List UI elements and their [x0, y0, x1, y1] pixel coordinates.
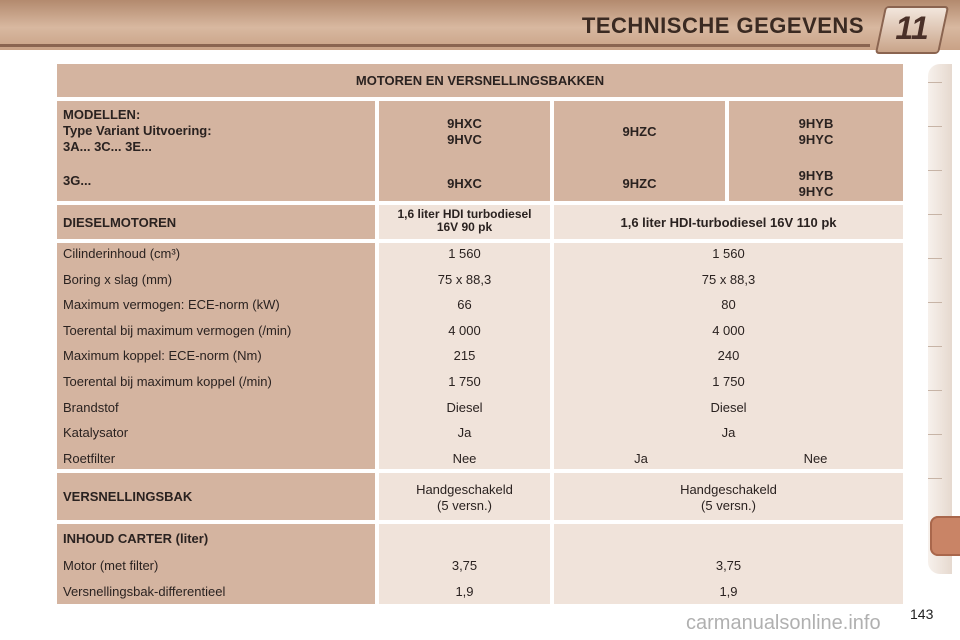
oil-row-label: Motor (met filter): [63, 558, 159, 573]
chapter-tab-divider: [928, 170, 942, 171]
versions-a-label: 3A... 3C... 3E...: [63, 139, 152, 154]
spec-value-engine-2: Ja: [721, 425, 736, 440]
oil-value-engine-1: 1,9: [455, 584, 474, 599]
type-variant-label: Type Variant Uitvoering:: [63, 123, 212, 138]
oil-value-engine-1: 3,75: [451, 558, 478, 573]
chapter-tab-divider: [928, 346, 942, 347]
gearbox-type: Handgeschakeld: [680, 482, 777, 497]
model-column-1: [379, 101, 550, 201]
chapter-tab-active[interactable]: [930, 516, 960, 556]
spec-label: Maximum vermogen: ECE-norm (kW): [63, 297, 280, 312]
spec-value-engine-1: 4 000: [448, 323, 481, 338]
spec-value-engine-2: Diesel: [710, 400, 747, 415]
spec-label: Roetfilter: [63, 451, 116, 466]
spec-value-engine-1: 1 560: [448, 246, 481, 261]
chapter-tab-rail: [928, 64, 952, 574]
model-code: 9HYB: [798, 116, 834, 131]
model-code: 9HYB: [798, 168, 834, 183]
chapter-tab-divider: [928, 478, 942, 479]
model-code: 9HZC: [622, 176, 657, 191]
model-code: 9HVC: [447, 132, 482, 147]
spec-value-engine-1: Diesel: [446, 400, 483, 415]
chapter-tab-divider: [928, 258, 942, 259]
engine-1-header: [379, 205, 550, 239]
chapter-tab-divider: [928, 126, 942, 127]
oil-row-label: Versnellingsbak-differentieel: [63, 584, 226, 599]
spec-label: Toerental bij maximum koppel (/min): [63, 374, 272, 389]
spec-value-engine-2b: Nee: [803, 451, 828, 466]
spec-label: Toerental bij maximum vermogen (/min): [63, 323, 292, 338]
spec-label: Katalysator: [63, 425, 129, 440]
gearbox-engine-1: [379, 473, 550, 520]
spec-value-engine-1: Nee: [452, 451, 477, 466]
spec-label: Boring x slag (mm): [63, 272, 173, 287]
model-code: 9HXC: [447, 176, 482, 191]
table-caption: MOTOREN EN VERSNELLINGSBAKKEN: [57, 64, 903, 97]
spec-value-engine-1: 66: [457, 297, 472, 312]
spec-value-engine-2: 240: [717, 348, 740, 363]
chapter-tab-divider: [928, 302, 942, 303]
spec-value-engine-2: 1 560: [712, 246, 745, 261]
spec-value-engine-2: 4 000: [712, 323, 745, 338]
spec-value-engine-2a: Ja: [634, 451, 648, 466]
engine-1-name: 1,6 liter HDI turbodiesel: [397, 207, 532, 221]
chapter-tab-divider: [928, 214, 942, 215]
header-rule: [0, 44, 870, 47]
spec-value-engine-2: 75 x 88,3: [701, 272, 756, 287]
gearbox-label: VERSNELLINGSBAK: [57, 473, 375, 520]
spec-value-engine-1: 1 750: [448, 374, 481, 389]
chapter-tab-divider: [928, 434, 942, 435]
gearbox-gears: (5 versn.): [701, 498, 756, 513]
gearbox-gears: (5 versn.): [437, 498, 492, 513]
versions-b-label: 3G...: [63, 173, 92, 188]
spec-label: Brandstof: [63, 400, 119, 415]
model-code: 9HYC: [798, 184, 834, 199]
models-label: MODELLEN:: [63, 107, 141, 122]
chapter-number: 11: [895, 10, 929, 46]
spec-value-engine-1: 75 x 88,3: [437, 272, 492, 287]
spec-value-engine-1: Ja: [457, 425, 472, 440]
chapter-tab-divider: [928, 390, 942, 391]
model-column-3: [729, 101, 903, 201]
model-code: 9HZC: [622, 124, 657, 139]
chapter-tab-divider: [928, 82, 942, 83]
spec-value-engine-1: 215: [453, 348, 476, 363]
page-title: TECHNISCHE GEGEVENS: [581, 13, 864, 38]
diesel-engines-label: DIESELMOTOREN: [57, 205, 375, 239]
model-code: 9HXC: [447, 116, 482, 131]
watermark: carmanualsonline.info: [686, 612, 881, 634]
engine-2-header: 1,6 liter HDI-turbodiesel 16V 110 pk: [554, 205, 903, 239]
oil-value-engine-2: 1,9: [719, 584, 738, 599]
gearbox-type: Handgeschakeld: [416, 482, 513, 497]
gearbox-engine-2: [554, 473, 903, 520]
oil-capacity-label: INHOUD CARTER (liter): [63, 531, 209, 546]
model-column-2: [554, 101, 725, 201]
spec-value-engine-2: 1 750: [712, 374, 745, 389]
spec-label: Cilinderinhoud (cm³): [63, 246, 181, 261]
engine-1-power: 16V 90 pk: [436, 220, 493, 234]
page-number: 143: [910, 606, 934, 622]
spec-label: Maximum koppel: ECE-norm (Nm): [63, 348, 262, 363]
oil-value-engine-2: 3,75: [715, 558, 742, 573]
models-label-cell: [57, 101, 375, 201]
model-code: 9HYC: [798, 132, 834, 147]
spec-value-engine-2: 80: [721, 297, 736, 312]
